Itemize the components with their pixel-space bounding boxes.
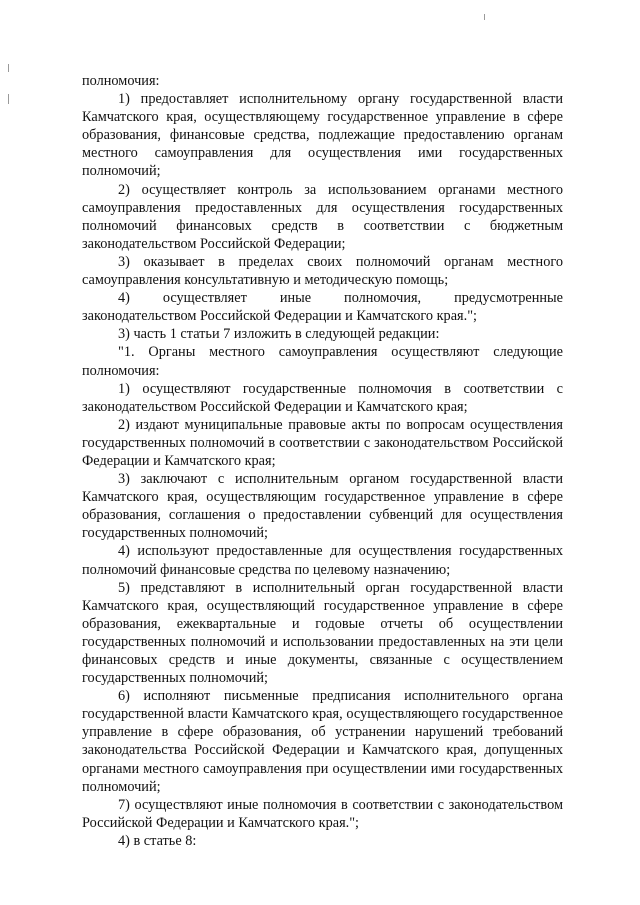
paragraph: 7) осуществляют иные полномочия в соответствии с законодательством Российской Федерации и Камчатского края."; — [82, 796, 563, 831]
paragraph: 3) оказывает в пределах своих полномочий органам местного самоуправления консультативную и методическую помощь; — [82, 253, 563, 289]
paragraph: 4) в статье 8: — [118, 832, 197, 849]
paragraph: полномочия: — [82, 73, 160, 89]
paragraph: 5) представляют в исполнительный орган государственной власти Камчатского края, осуществляющий государственное управление в сфере образования, ежеквартальные и годовые отчеты об осуществлении государственных полномочий и использовании предоставленных на эти цели финансовых средств и иные документы, связанные с осуществлением государственных полномочий; — [82, 579, 563, 687]
paragraph: 3) часть 1 статьи 7 изложить в следующей редакции: — [118, 326, 440, 343]
scan-mark — [8, 94, 9, 104]
paragraph: 4) используют предоставленные для осуществления государственных полномочий финансовые средства по целевому назначению; — [82, 543, 563, 578]
paragraph: 2) издают муниципальные правовые акты по вопросам осуществления государственных полномочий в соответствии с законодательством Российской Федерации и Камчатского края; — [82, 416, 563, 469]
scan-mark — [8, 64, 9, 72]
paragraph: 1) осуществляют государственные полномочия в соответствии с законодательством Российской Федерации и Камчатского края; — [82, 380, 563, 415]
paragraph: 6) исполняют письменные предписания исполнительного органа государственной власти Камчатского края, осуществляющего государственное управление в сфере образования, об устранении нарушений требований законодательства Российской Федерации и Камчатского края, допущенных органами местного самоуправления при осуществлении ими государственных полномочий; — [82, 688, 563, 795]
document-body — [82, 72, 563, 850]
paragraph: 1) предоставляет исполнительному органу государственной власти Камчатского края, осуществляющему государственное управление в сфере образования, финансовые средства, подлежащие предоставлению органам местного самоуправления для осуществления ими государственных полномочий; — [82, 91, 563, 180]
paragraph: 3) заключают с исполнительным органом государственной власти Камчатского края, осуществляющим государственное управление в сфере образования, соглашения о предоставлении субвенций для осуществления государственных полномочий; — [82, 471, 563, 542]
paragraph: 2) осуществляет контроль за использованием органами местного самоуправления предоставленных для осуществления государственных полномочий финансовых средств в соответствии с бюджетным законодательством Российской Федерации; — [82, 181, 563, 252]
scan-mark — [484, 14, 485, 20]
paragraph: "1. Органы местного самоуправления осуществляют следующие полномочия: — [82, 344, 563, 379]
paragraph: 4) осуществляет иные полномочия, предусмотренные законодательством Российской Федерации и Камчатского края."; — [82, 290, 563, 325]
